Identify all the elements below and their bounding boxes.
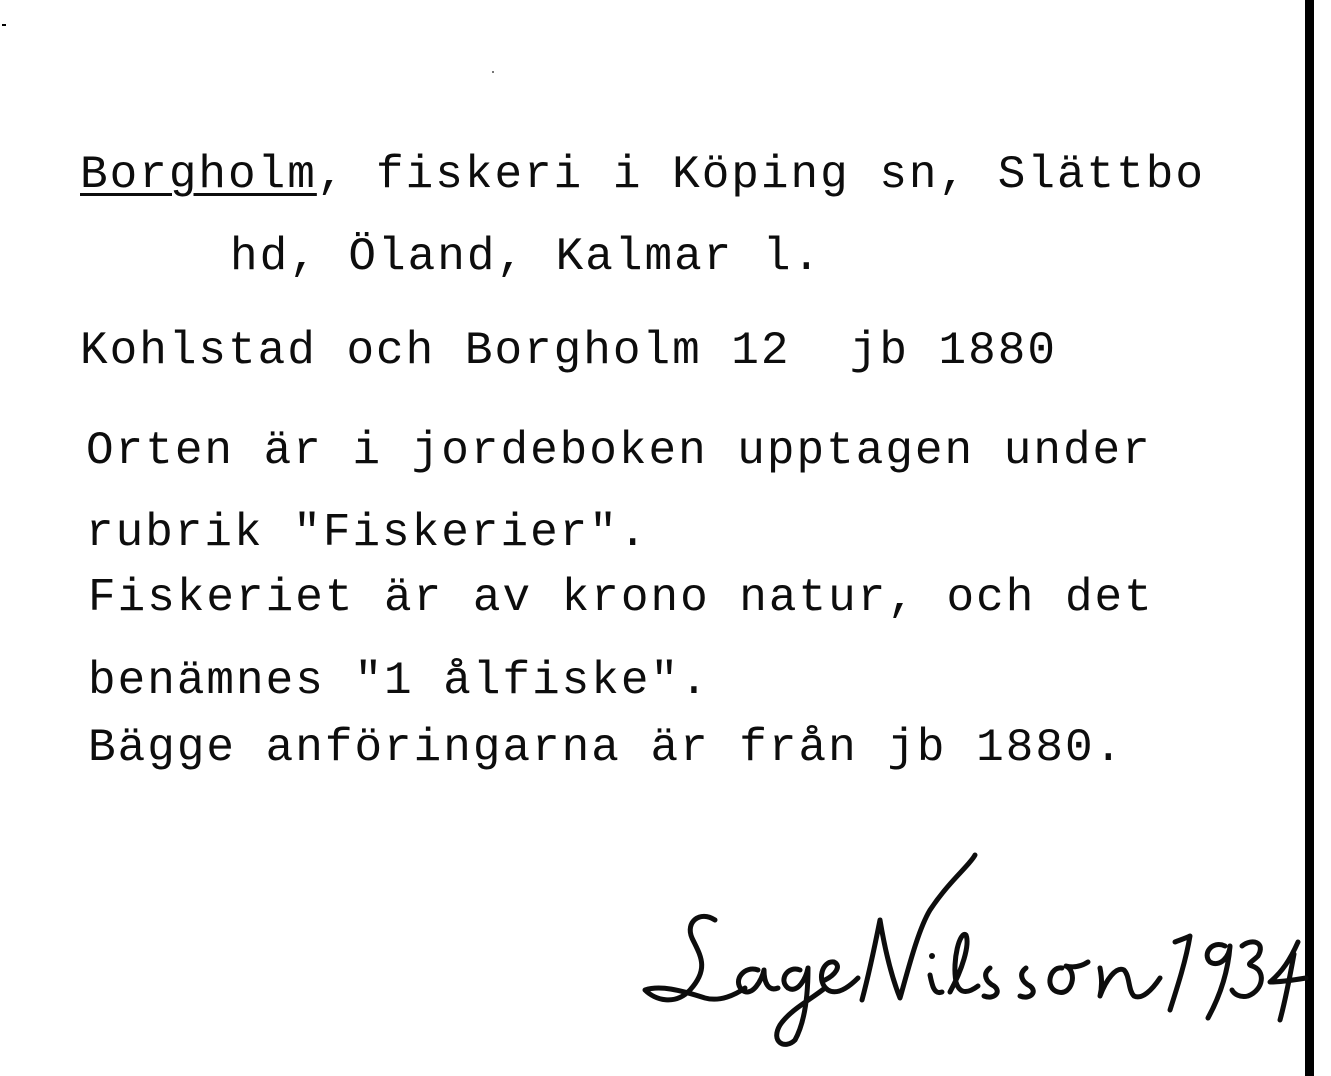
note-line-5: Bägge anföringarna är från jb 1880. — [88, 722, 1125, 774]
note-line-1: Orten är i jordeboken upptagen under — [86, 425, 1152, 477]
note-line-2: rubrik "Fiskerier". — [86, 507, 649, 559]
heading-line — [80, 149, 1205, 201]
note-line-3: Fiskeriet är av krono natur, och det — [88, 572, 1154, 624]
paper-speck — [492, 71, 494, 73]
note-line-4: benämnes "1 ålfiske". — [88, 655, 710, 707]
heading-continuation: hd, Öland, Kalmar l. — [230, 231, 823, 283]
source-reference: Kohlstad och Borgholm 12 jb 1880 — [80, 325, 1057, 377]
heading-description: , fiskeri i Köping sn, Slättbo — [316, 149, 1205, 201]
handwritten-signature — [630, 850, 1310, 1050]
place-name: Borgholm — [80, 149, 317, 201]
corner-mark — [2, 24, 6, 26]
